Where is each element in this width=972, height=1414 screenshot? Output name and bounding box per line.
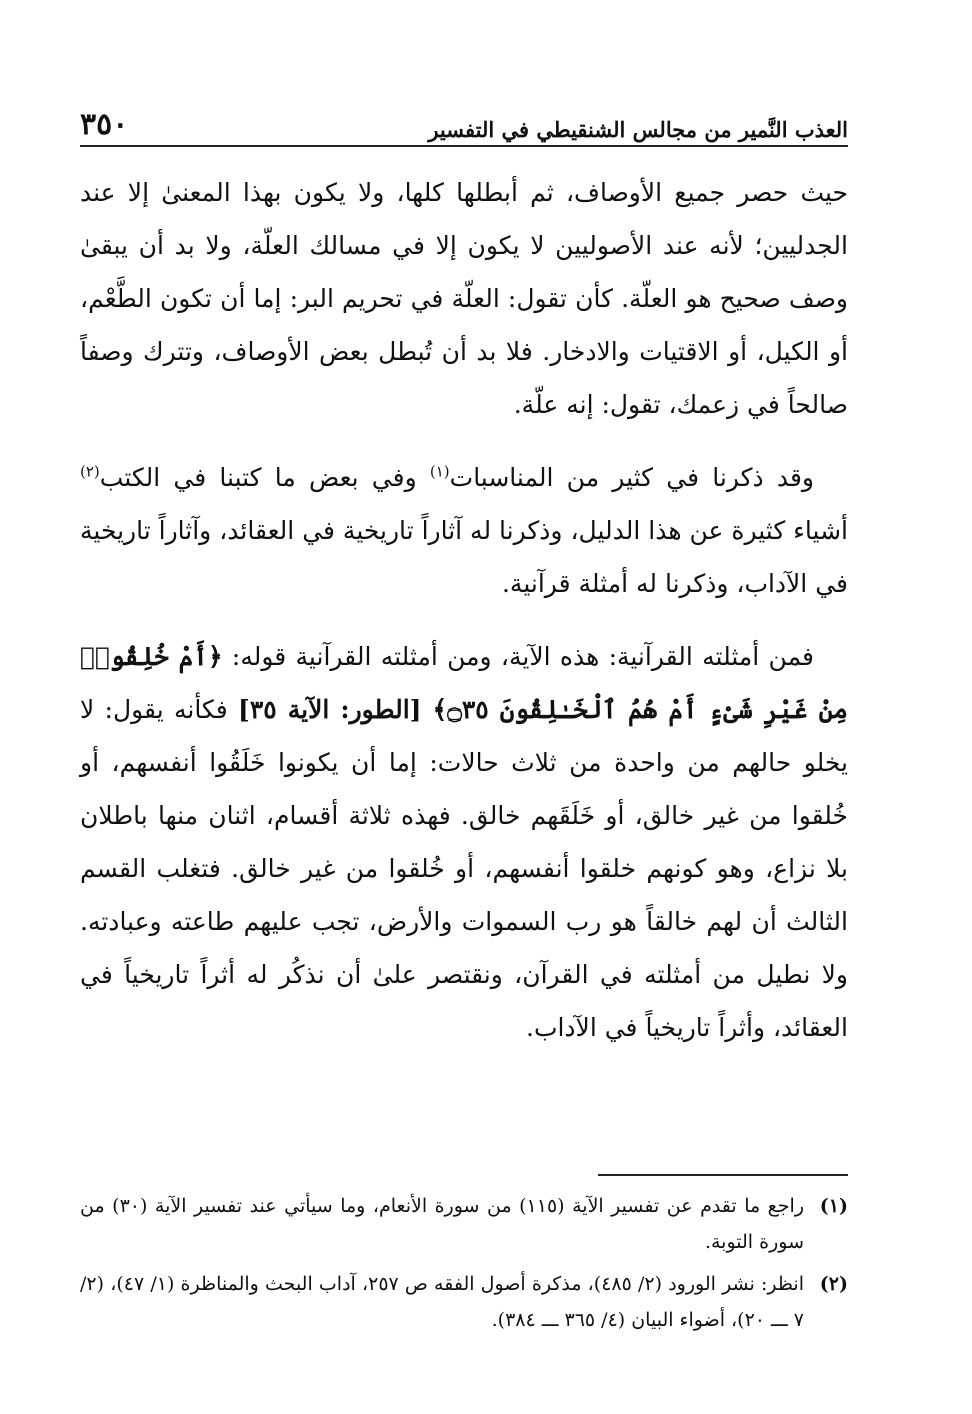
paragraph-2-part-c: أشياء كثيرة عن هذا الدليل، وذكرنا له آثاراً تاريخية في العقائد، وآثاراً تاريخية في الآداب، وذكرنا له أمثلة قرآنية. <box>80 516 848 598</box>
footnote-2 <box>80 1266 848 1338</box>
footnote-number: (٢) <box>819 1273 848 1295</box>
quran-verse: ﴿أَمْ خُلِقُوا۟ مِنْ غَيْرِ شَىْءٍ أَمْ هُمُ ٱلْخَـٰلِقُونَ ۝٣٥﴾ <box>80 642 848 724</box>
footnote-ref-1: (١) <box>429 462 450 481</box>
paragraph-3 <box>80 630 848 1054</box>
page-number: ٣٥٠ <box>80 107 129 142</box>
footnote-text: انظر: نشر الورود (٢/ ٤٨٥)، مذكرة أصول الفقه ص ٢٥٧، آداب البحث والمناظرة (١/ ٤٧)، (٢/ ٧ ـــ ٢٠)، أضواء البيان (٤/ ٣٦٥ ـــ ٣٨٤). <box>80 1273 804 1331</box>
header-rule <box>80 145 848 147</box>
footnote-number: (١) <box>819 1195 848 1217</box>
paragraph-3-part-b: فكأنه يقول: لا يخلو حالهم من واحدة من ثلاث حالات: إما أن يكونوا خَلَقُوا أنفسهم، أو خُلقوا من غير خالق، أو خَلَقَهم خالق. فهذه ثلاثة أقسام، اثنان منها باطلان بلا نزاع، وهو كونهم خلقوا أنفسهم، أو خُلقوا من غير خالق. فتغلب القسم الثالث أن لهم خالقاً هو رب السموات والأرض، تجب عليهم طاعته وعبادته. ولا نطيل من أمثلته في القرآن، ونقتصر علىٰ أن نذكُر له أثراً تاريخياً في العقائد، وأثراً تاريخياً في الآداب. <box>80 695 848 1042</box>
paragraph-2 <box>80 451 848 610</box>
paragraph-2-part-b: وفي بعض ما كتبنا في الكتب <box>99 463 430 492</box>
paragraph-3-part-a: فمن أمثلته القرآنية: هذه الآية، ومن أمثلته القرآنية قوله: <box>222 642 814 671</box>
page-header <box>80 96 848 142</box>
main-text <box>80 166 848 1074</box>
footnotes <box>80 1188 848 1344</box>
paragraph-2-part-a: وقد ذكرنا في كثير من المناسبات <box>449 463 814 492</box>
footnote-rule <box>598 1174 848 1176</box>
verse-reference: [الطور: الآية ٣٥] <box>237 695 433 724</box>
running-title: العذب النَّمير من مجالس الشنقيطي في التفسير <box>428 117 848 142</box>
footnote-text: راجع ما تقدم عن تفسير الآية (١١٥) من سورة الأنعام، وما سيأتي عند تفسير الآية (٣٠) من سورة التوبة. <box>80 1195 804 1253</box>
paragraph-1: حيث حصر جميع الأوصاف، ثم أبطلها كلها، ولا يكون بهذا المعنىٰ إلا عند الجدليين؛ لأنه عند الأصوليين لا يكون إلا في مسالك العلّة، ولا بد أن يبقىٰ وصف صحيح هو العلّة. كأن تقول: العلّة في تحريم البر: إما أن تكون الطَّعْم، أو الكيل، أو الاقتيات والادخار. فلا بد أن تُبطل بعض الأوصاف، وتترك وصفاً صالحاً في زعمك، تقول: إنه علّة. <box>80 178 848 419</box>
footnote-ref-2: (٢) <box>80 462 100 481</box>
footnote-1 <box>80 1188 848 1260</box>
